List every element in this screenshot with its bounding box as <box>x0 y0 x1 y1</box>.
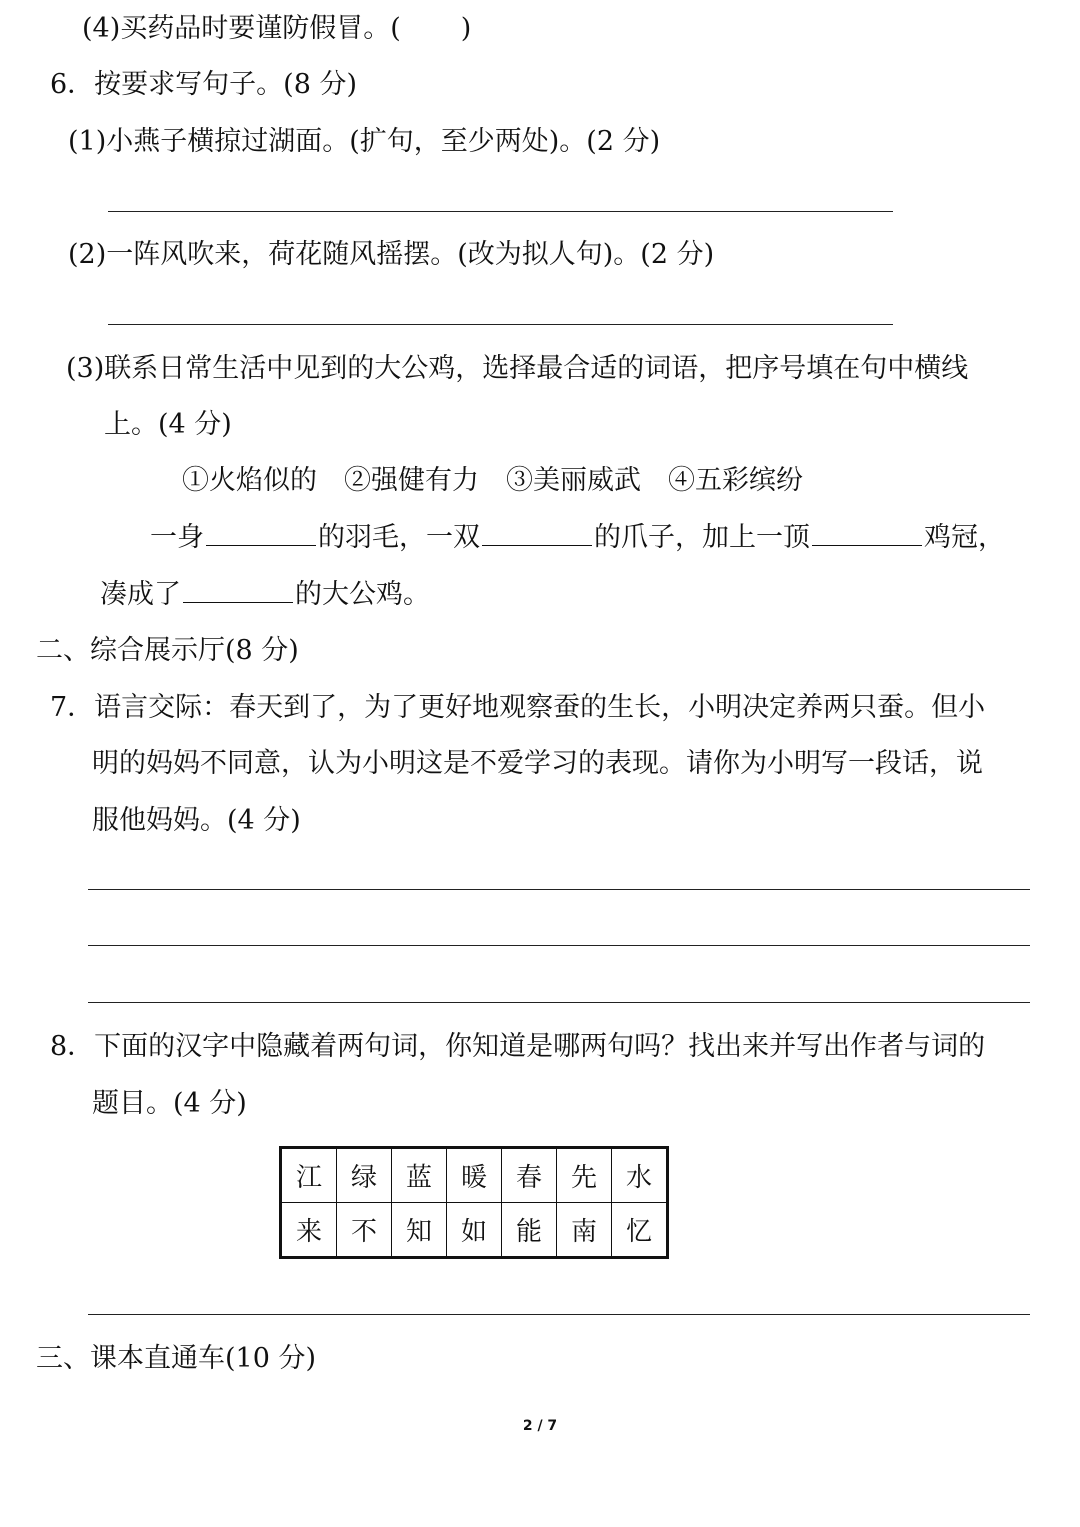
grid-cell: 不 <box>337 1203 392 1258</box>
q6-part-3-line1: (3)联系日常生活中见到的大公鸡，选择最合适的词语，把序号填在句中横线 <box>66 353 969 384</box>
q6-part-2: (2)一阵风吹来，荷花随风摇摆。(改为拟人句)。(2 分) <box>68 239 715 270</box>
fill-text: 的爪子，加上一顶 <box>594 522 810 553</box>
section-3-title: 三、课本直通车(10 分) <box>36 1343 317 1374</box>
grid-cell: 来 <box>281 1203 337 1258</box>
answer-line-q6-2[interactable] <box>108 324 893 325</box>
fill-text: 一身 <box>150 522 204 553</box>
q6-fill-sentence-2 <box>100 578 430 612</box>
q8-line1: 8．下面的汉字中隐藏着两句词，你知道是哪两句吗？找出来并写出作者与词的 <box>50 1031 986 1062</box>
q6-part-3-line2: 上。(4 分) <box>104 409 232 440</box>
grid-cell: 南 <box>557 1203 612 1258</box>
q6-word-options: ①火焰似的 ②强健有力 ③美丽威武 ④五彩缤纷 <box>182 465 803 496</box>
q8-line2: 题目。(4 分) <box>92 1088 247 1119</box>
q6-part-1: (1)小燕子横掠过湖面。(扩句，至少两处)。(2 分) <box>68 126 661 157</box>
fill-text: 的羽毛，一双 <box>318 522 480 553</box>
grid-cell: 蓝 <box>392 1148 447 1203</box>
grid-cell: 先 <box>557 1148 612 1203</box>
q7-line3: 服他妈妈。(4 分) <box>92 805 301 836</box>
hidden-poem-grid <box>279 1146 669 1259</box>
fill-blank-1[interactable] <box>206 544 316 546</box>
q6-title: 6．按要求写句子。(8 分) <box>50 69 358 100</box>
fill-text: 的大公鸡。 <box>295 579 430 610</box>
fill-blank-2[interactable] <box>482 544 592 546</box>
q5-item-4-text: (4)买药品时要谨防假冒。( <box>82 13 401 44</box>
q6-fill-sentence-1 <box>150 521 1005 555</box>
grid-row <box>281 1203 668 1258</box>
page-number: 2 / 7 <box>522 1418 558 1434</box>
grid-cell: 忆 <box>612 1203 668 1258</box>
answer-line-q8[interactable] <box>88 1314 1030 1315</box>
q7-line2: 明的妈妈不同意，认为小明这是不爱学习的表现。请你为小明写一段话，说 <box>92 748 983 779</box>
grid-cell: 如 <box>447 1203 502 1258</box>
fill-blank-4[interactable] <box>183 601 293 603</box>
answer-line-q7-1[interactable] <box>88 889 1030 890</box>
grid-cell: 水 <box>612 1148 668 1203</box>
fill-text: 凑成了 <box>100 579 181 610</box>
grid-cell: 江 <box>281 1148 337 1203</box>
grid-cell: 能 <box>502 1203 557 1258</box>
answer-line-q6-1[interactable] <box>108 211 893 212</box>
q5-item-4 <box>82 12 471 46</box>
grid-row <box>281 1148 668 1203</box>
q7-line1: 7．语言交际：春天到了，为了更好地观察蚕的生长，小明决定养两只蚕。但小 <box>50 692 986 723</box>
fill-blank-3[interactable] <box>812 544 922 546</box>
answer-line-q7-2[interactable] <box>88 945 1030 946</box>
grid-cell: 绿 <box>337 1148 392 1203</box>
answer-line-q7-3[interactable] <box>88 1002 1030 1003</box>
grid-cell: 春 <box>502 1148 557 1203</box>
fill-text: 鸡冠， <box>924 522 1005 553</box>
grid-cell: 知 <box>392 1203 447 1258</box>
section-2-title: 二、综合展示厅(8 分) <box>36 635 299 666</box>
q5-item-4-close: ) <box>460 13 472 44</box>
grid-cell: 暖 <box>447 1148 502 1203</box>
